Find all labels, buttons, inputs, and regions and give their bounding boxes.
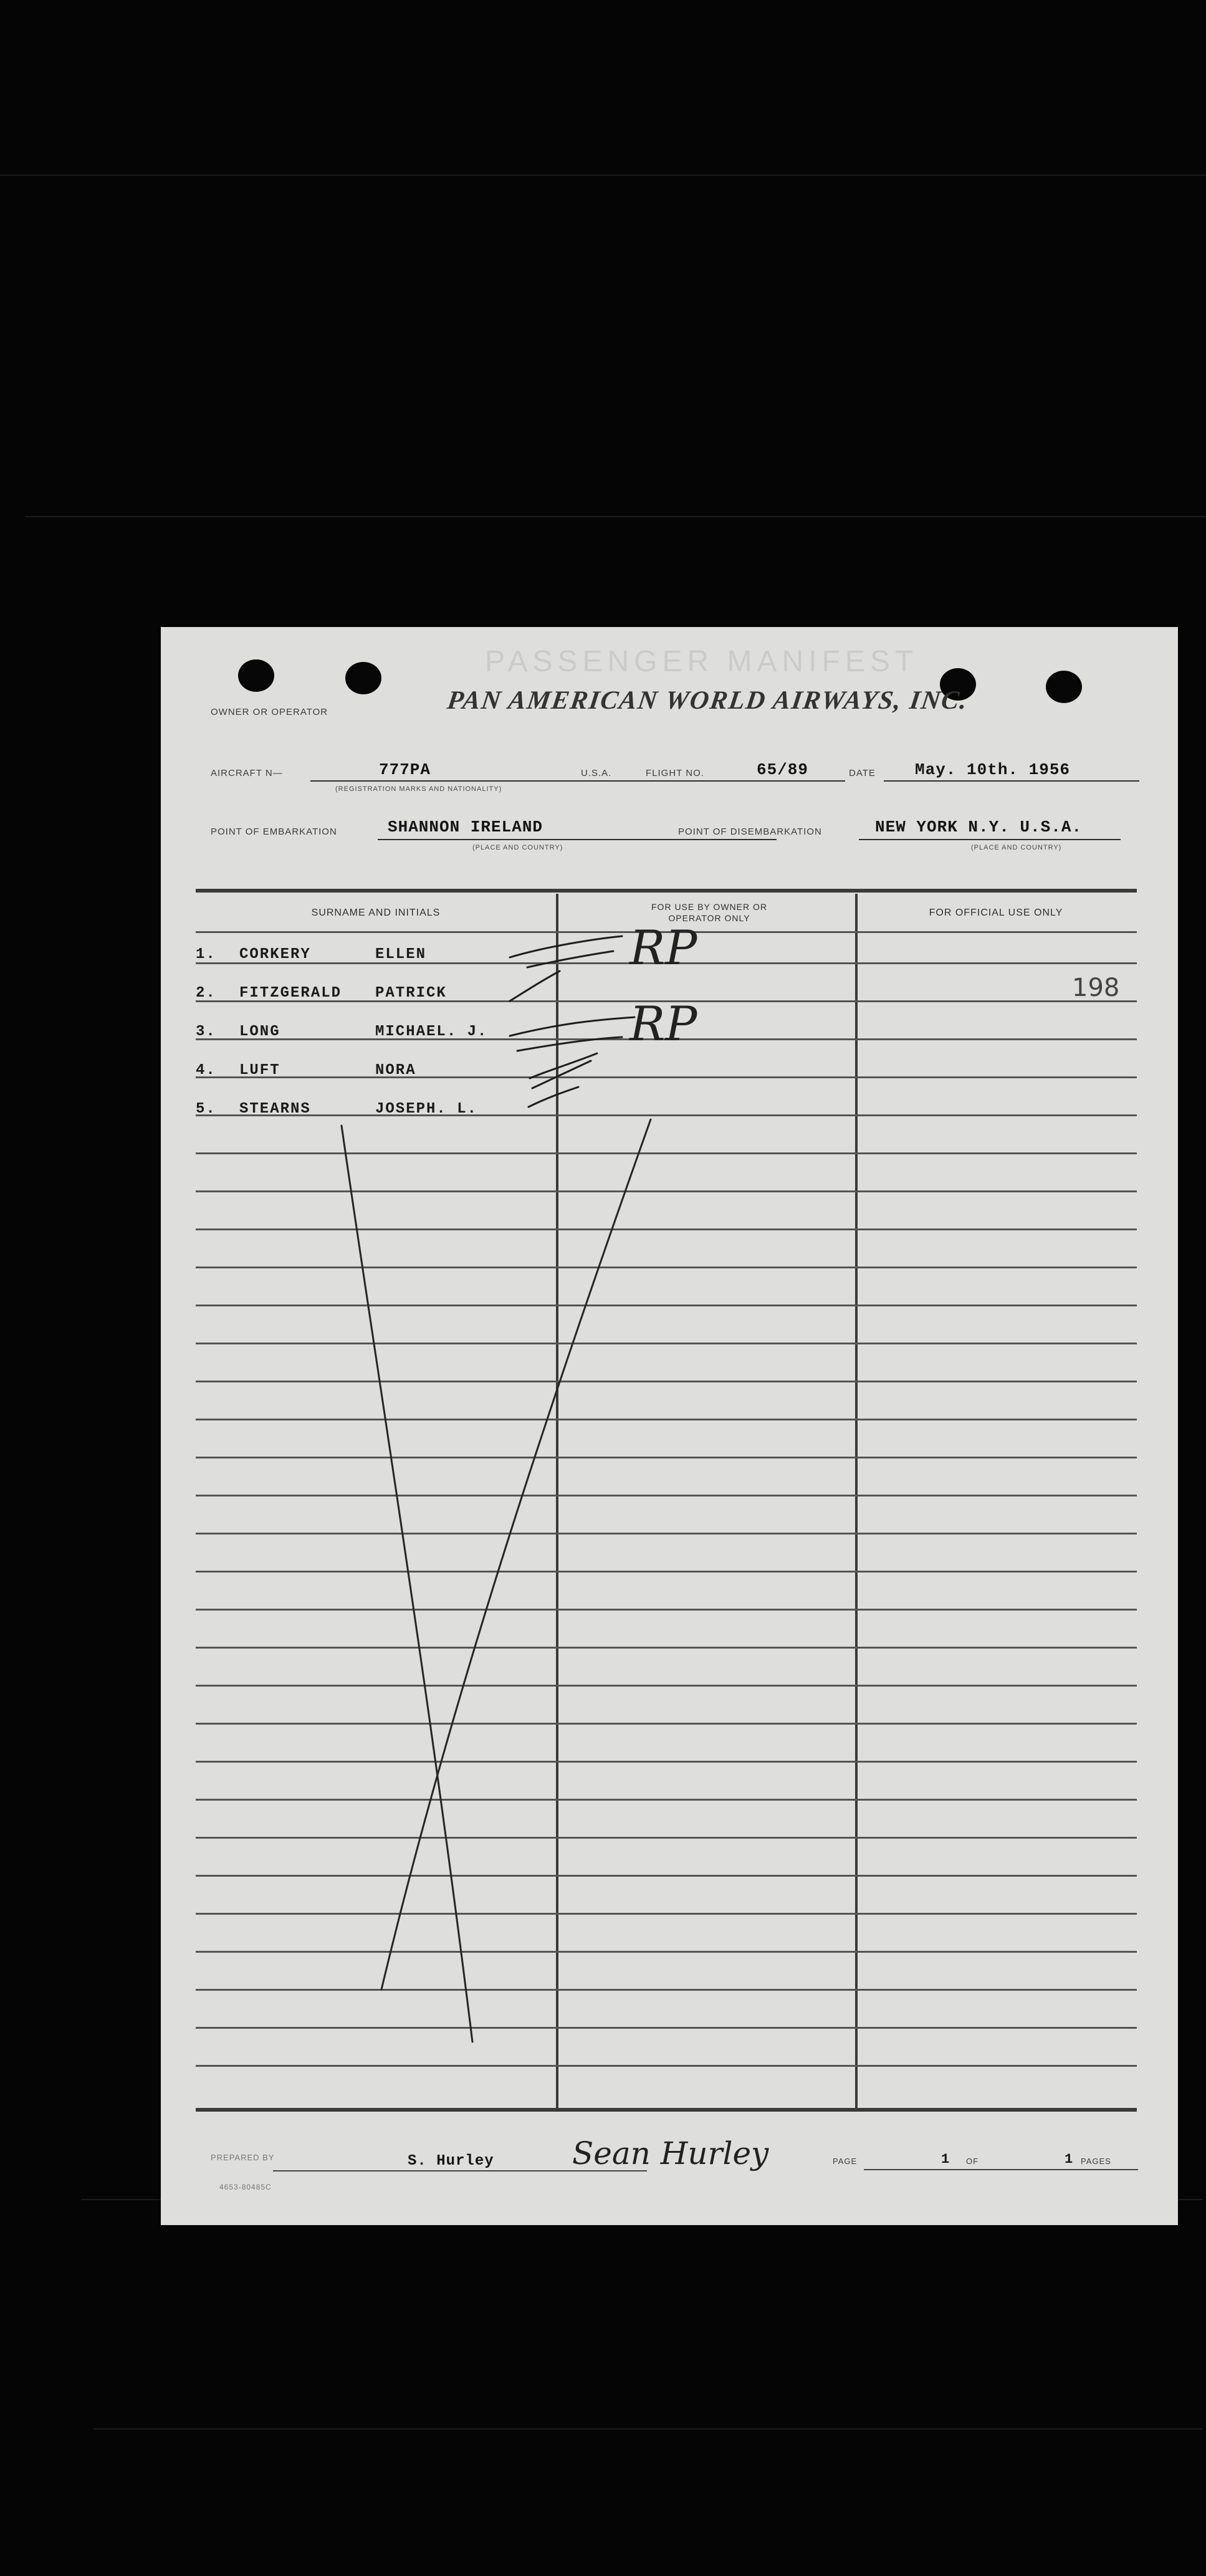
- table-bottom-rule: [196, 2108, 1137, 2112]
- passenger-given-name: PATRICK: [375, 985, 447, 1002]
- passenger-given-name: MICHAEL. J.: [375, 1023, 488, 1040]
- owner-use-column-header: FOR USE BY OWNER OR OPERATOR ONLY: [651, 902, 767, 923]
- embarkation-label: POINT OF EMBARKATION: [211, 826, 337, 837]
- prepared-by-value: S. Hurley: [408, 2153, 494, 2170]
- aircraft-label: AIRCRAFT N—: [211, 768, 283, 778]
- scan-streak: [93, 2428, 1203, 2430]
- flight-value: 65/89: [757, 760, 809, 779]
- page-label: PAGE: [833, 2157, 858, 2166]
- page-line: [864, 2169, 1138, 2170]
- embarkation-value: SHANNON IRELAND: [388, 818, 543, 836]
- embarkation-sublabel: (PLACE AND COUNTRY): [472, 844, 563, 851]
- flight-label: FLIGHT NO.: [646, 768, 704, 778]
- row-number: 3.: [196, 1023, 216, 1040]
- of-label: OF: [966, 2157, 979, 2166]
- handwritten-initials: RP: [629, 920, 697, 975]
- row-number: 1.: [196, 946, 216, 963]
- surname-column-header: SURNAME AND INITIALS: [311, 907, 441, 918]
- disembarkation-sublabel: (PLACE AND COUNTRY): [971, 844, 1062, 851]
- scan-streak: [0, 175, 1206, 176]
- passenger-surname: CORKERY: [239, 946, 311, 963]
- date-value: May. 10th. 1956: [915, 760, 1071, 779]
- aircraft-value: 777PA: [379, 760, 431, 779]
- pen-marks: [161, 627, 1178, 2225]
- passenger-surname: LUFT: [239, 1062, 280, 1079]
- date-label: DATE: [849, 768, 876, 778]
- pages-label: PAGES: [1081, 2157, 1111, 2166]
- passenger-given-name: ELLEN: [375, 946, 427, 963]
- owner-label: OWNER OR OPERATOR: [211, 707, 328, 717]
- total-pages: 1: [1065, 2152, 1074, 2167]
- passenger-surname: FITZGERALD: [239, 985, 342, 1002]
- form-title: PASSENGER MANIFEST: [485, 645, 919, 678]
- aircraft-sublabel: (REGISTRATION MARKS AND NATIONALITY): [335, 785, 502, 793]
- nationality-label: U.S.A.: [581, 768, 612, 778]
- tick-marks: [510, 936, 634, 1107]
- official-use-column-header: FOR OFFICIAL USE ONLY: [929, 907, 1063, 918]
- void-cross-lines: [342, 1119, 651, 2042]
- page-number: 1: [941, 2152, 950, 2167]
- passenger-given-name: JOSEPH. L.: [375, 1101, 478, 1118]
- row-number: 5.: [196, 1101, 216, 1118]
- airline-name: PAN AMERICAN WORLD AIRWAYS, INC.: [445, 686, 970, 715]
- passenger-surname: STEARNS: [239, 1101, 311, 1118]
- handwritten-initials: RP: [629, 996, 697, 1051]
- manifest-page: [161, 627, 1178, 2225]
- passenger-given-name: NORA: [375, 1062, 416, 1079]
- signature: Sean Hurley: [572, 2135, 769, 2171]
- row-number: 4.: [196, 1062, 216, 1079]
- disembarkation-label: POINT OF DISEMBARKATION: [678, 826, 822, 837]
- row-number: 2.: [196, 985, 216, 1002]
- scan-streak: [25, 516, 1206, 517]
- official-use-number: 198: [1072, 974, 1120, 1002]
- form-code: 4653-80485C: [219, 2183, 272, 2191]
- disembarkation-value: NEW YORK N.Y. U.S.A.: [875, 818, 1083, 836]
- prepared-by-label: PREPARED BY: [211, 2153, 275, 2162]
- passenger-surname: LONG: [239, 1023, 280, 1040]
